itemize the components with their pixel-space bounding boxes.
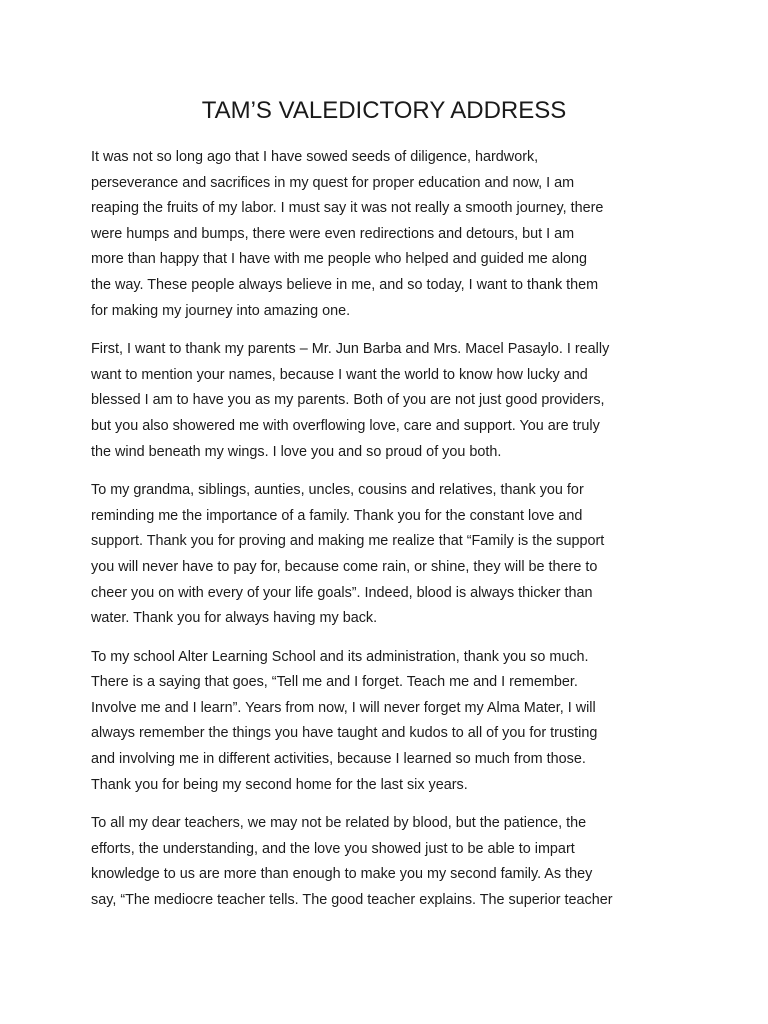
paragraph-line: support. Thank you for proving and making me realize that “Family is the support xyxy=(91,533,605,550)
paragraph-line: were humps and bumps, there were even redirections and detours, but I am xyxy=(91,225,575,242)
paragraph-line: water. Thank you for always having my back. xyxy=(91,610,378,627)
paragraph-line: To my school Alter Learning School and its administration, thank you so much. xyxy=(91,648,589,665)
paragraph xyxy=(91,645,681,799)
paragraph-line: you will never have to pay for, because come rain, or shine, they will be there to xyxy=(91,558,598,575)
paragraph-line: the way. These people always believe in me, and so today, I want to thank them xyxy=(91,276,599,293)
paragraph-line: It was not so long ago that I have sowed seeds of diligence, hardwork, xyxy=(91,149,539,165)
paragraph-line: for making my journey into amazing one. xyxy=(91,302,351,319)
paragraph-line: There is a saying that goes, “Tell me and I forget. Teach me and I remember. xyxy=(91,674,578,691)
paragraph-line: efforts, the understanding, and the love you showed just to be able to impart xyxy=(91,840,575,857)
paragraph-line: Involve me and I learn”. Years from now, I will never forget my Alma Mater, I will xyxy=(91,699,596,716)
paragraph xyxy=(91,337,681,465)
paragraph-line: say, “The mediocre teacher tells. The good teacher explains. The superior teacher xyxy=(91,892,613,909)
paragraph xyxy=(91,145,681,324)
paragraph xyxy=(91,811,681,913)
paragraph xyxy=(91,478,681,632)
paragraph-line: reaping the fruits of my labor. I must say it was not really a smooth journey, there xyxy=(91,200,604,217)
paragraph-line: First, I want to thank my parents – Mr. Jun Barba and Mrs. Macel Pasaylo. I really xyxy=(91,341,610,358)
paragraph-line: but you also showered me with overflowing love, care and support. You are truly xyxy=(91,417,600,434)
paragraph-line: and involving me in different activities, because I learned so much from those. xyxy=(91,751,586,768)
paragraph-line: Thank you for being my second home for the last six years. xyxy=(91,776,468,793)
paragraph-line: more than happy that I have with me people who helped and guided me along xyxy=(91,251,588,268)
paragraph-line: want to mention your names, because I want the world to know how lucky and xyxy=(91,366,588,383)
document-body xyxy=(91,145,681,927)
paragraph-line: To all my dear teachers, we may not be related by blood, but the patience, the xyxy=(91,815,587,832)
paragraph-line: To my grandma, siblings, aunties, uncles, cousins and relatives, thank you for xyxy=(91,482,584,499)
paragraph-line: knowledge to us are more than enough to make you my second family. As they xyxy=(91,866,593,883)
paragraph-line: cheer you on with every of your life goals”. Indeed, blood is always thicker than xyxy=(91,584,593,601)
paragraph-line: the wind beneath my wings. I love you and so proud of you both. xyxy=(91,443,502,460)
paragraph-line: reminding me the importance of a family. Thank you for the constant love and xyxy=(91,507,583,524)
paragraph-line: perseverance and sacrifices in my quest for proper education and now, I am xyxy=(91,174,575,191)
paragraph-line: always remember the things you have taught and kudos to all of you for trusting xyxy=(91,725,598,742)
paragraph-line: blessed I am to have you as my parents. Both of you are not just good providers, xyxy=(91,392,605,409)
document-title: TAM’S VALEDICTORY ADDRESS xyxy=(201,97,567,124)
